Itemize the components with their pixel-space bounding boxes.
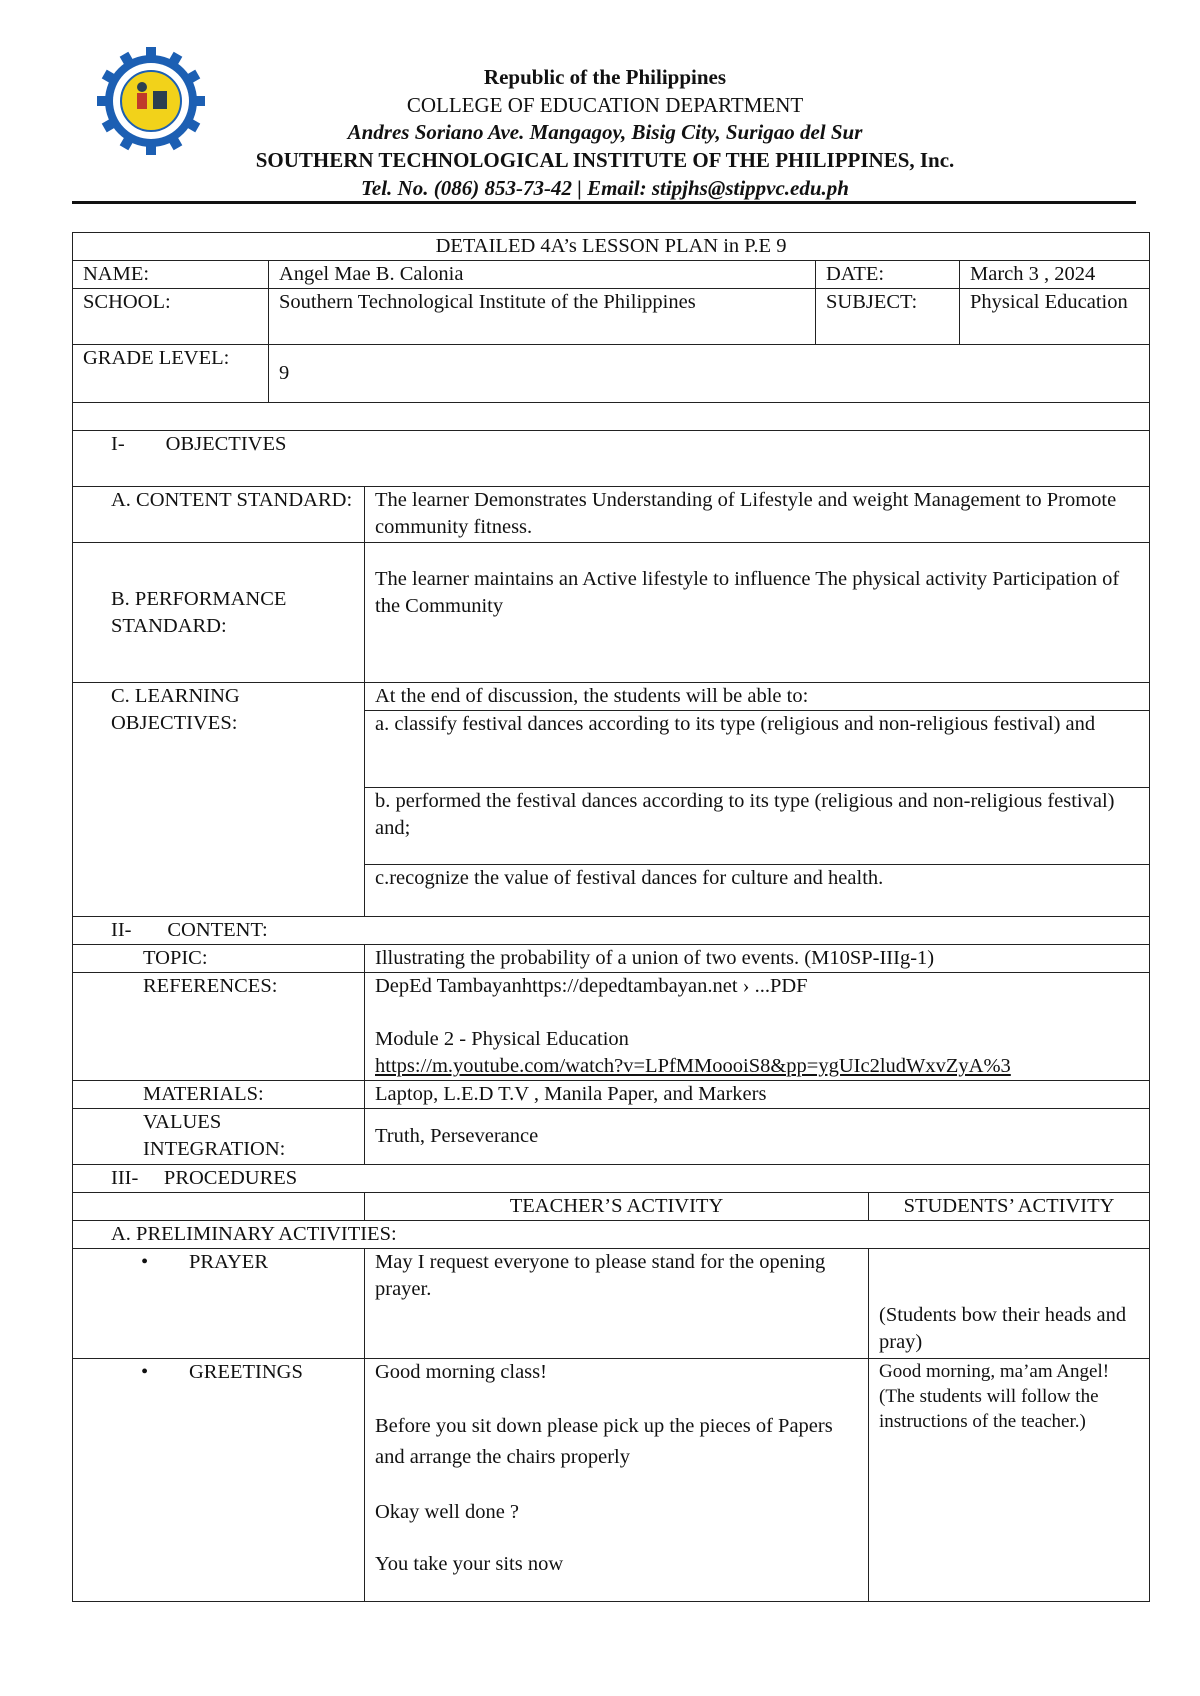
header-republic: Republic of the Philippines xyxy=(483,65,727,89)
performance-standard-label: B. PERFORMANCE STANDARD: xyxy=(73,543,365,683)
document-header xyxy=(0,0,1200,210)
topic-label: TOPIC: xyxy=(73,945,365,973)
date-label: DATE: xyxy=(816,261,960,289)
greetings-label-cell: • GREETINGS xyxy=(73,1359,365,1602)
greetings-students xyxy=(869,1359,1150,1602)
content-standard-label: A. CONTENT STANDARD: xyxy=(73,487,365,543)
greetings-teacher xyxy=(365,1359,869,1602)
lesson-plan-table xyxy=(72,232,1150,1602)
values-integration-value: Truth, Perseverance xyxy=(365,1109,1150,1165)
reference-youtube-link[interactable]: https://m.youtube.com/watch?v=LPfMMoooiS8&pp=ygUIc2ludWxvZyA%3 xyxy=(375,1055,1011,1077)
greeting-line-1: Good morning class! xyxy=(375,1361,547,1383)
grade-value: 9 xyxy=(269,345,1150,403)
header-institution: SOUTHERN TECHNOLOGICAL INSTITUTE OF THE PHILIPPINES, Inc. xyxy=(255,148,955,172)
students-activity-header: STUDENTS’ ACTIVITY xyxy=(869,1193,1150,1221)
header-divider xyxy=(72,201,1136,204)
reference-depedtambayan: DepEd Tambayanhttps://depedtambayan.net › ...PDF xyxy=(375,975,808,997)
greeting-line-4: You take your sits now xyxy=(375,1553,564,1575)
procedures-blank-header xyxy=(73,1193,365,1221)
learning-objectives-intro: At the end of discussion, the students will be able to: xyxy=(365,683,1150,711)
school-value: Southern Technological Institute of the Philippines xyxy=(269,289,816,345)
greeting-line-3: Okay well done ? xyxy=(375,1501,520,1523)
greeting-response: Good morning, ma’am Angel! xyxy=(879,1361,1110,1382)
learning-objectives-label: C. LEARNING OBJECTIVES: xyxy=(73,683,365,917)
name-label: NAME: xyxy=(73,261,269,289)
objectives-heading: I- OBJECTIVES xyxy=(73,431,1150,487)
greetings-label: GREETINGS xyxy=(189,1361,303,1383)
preliminary-activities-heading: A. PRELIMINARY ACTIVITIES: xyxy=(73,1221,1150,1249)
content-standard-text: The learner Demonstrates Understanding of Lifestyle and weight Management to Promote community fitness. xyxy=(365,487,1150,543)
subject-label: SUBJECT: xyxy=(816,289,960,345)
prayer-students: (Students bow their heads and pray) xyxy=(869,1249,1150,1359)
topic-value: Illustrating the probability of a union of two events. (M10SP-IIIg-1) xyxy=(365,945,1150,973)
plan-title: DETAILED 4A’s LESSON PLAN in P.E 9 xyxy=(73,233,1150,261)
values-integration-label: VALUES INTEGRATION: xyxy=(73,1109,365,1165)
learning-objective-a: a. classify festival dances according to its type (religious and non-religious festival) and xyxy=(365,711,1150,788)
prayer-label-cell: • PRAYER xyxy=(73,1249,365,1359)
subject-value: Physical Education xyxy=(960,289,1150,345)
prayer-teacher: May I request everyone to please stand for the opening prayer. xyxy=(365,1249,869,1359)
content-heading: II- CONTENT: xyxy=(73,917,1150,945)
header-contact: Tel. No. (086) 853-73-42 | Email: stipjhs@stippvc.edu.ph xyxy=(361,176,849,200)
greeting-instruction-response: (The students will follow the instructions of the teacher.) xyxy=(879,1386,1099,1432)
grade-label: GRADE LEVEL: xyxy=(73,345,269,403)
teacher-activity-header: TEACHER’S ACTIVITY xyxy=(365,1193,869,1221)
materials-label: MATERIALS: xyxy=(73,1081,365,1109)
learning-objective-c: c.recognize the value of festival dances for culture and health. xyxy=(365,865,1150,917)
header-department: COLLEGE OF EDUCATION DEPARTMENT xyxy=(406,93,804,117)
greeting-line-2: Before you sit down please pick up the pieces of Papers and arrange the chairs properly xyxy=(375,1415,833,1468)
materials-value: Laptop, L.E.D T.V , Manila Paper, and Markers xyxy=(365,1081,1150,1109)
reference-module: Module 2 - Physical Education xyxy=(375,1028,629,1050)
performance-standard-text: The learner maintains an Active lifestyle to influence The physical activity Participation of the Community xyxy=(365,543,1150,683)
references-cell xyxy=(365,973,1150,1081)
references-label: REFERENCES: xyxy=(73,973,365,1081)
date-value: March 3 , 2024 xyxy=(960,261,1150,289)
spacer-row xyxy=(73,403,1150,431)
name-value: Angel Mae B. Calonia xyxy=(269,261,816,289)
school-seal-logo xyxy=(95,45,207,157)
procedures-heading: III- PROCEDURES xyxy=(73,1165,1150,1193)
prayer-label: PRAYER xyxy=(189,1251,268,1273)
school-label: SCHOOL: xyxy=(73,289,269,345)
header-address: Andres Soriano Ave. Mangagoy, Bisig City, Surigao del Sur xyxy=(347,120,863,144)
learning-objective-b: b. performed the festival dances according to its type (religious and non-religious festival) and; xyxy=(365,788,1150,865)
